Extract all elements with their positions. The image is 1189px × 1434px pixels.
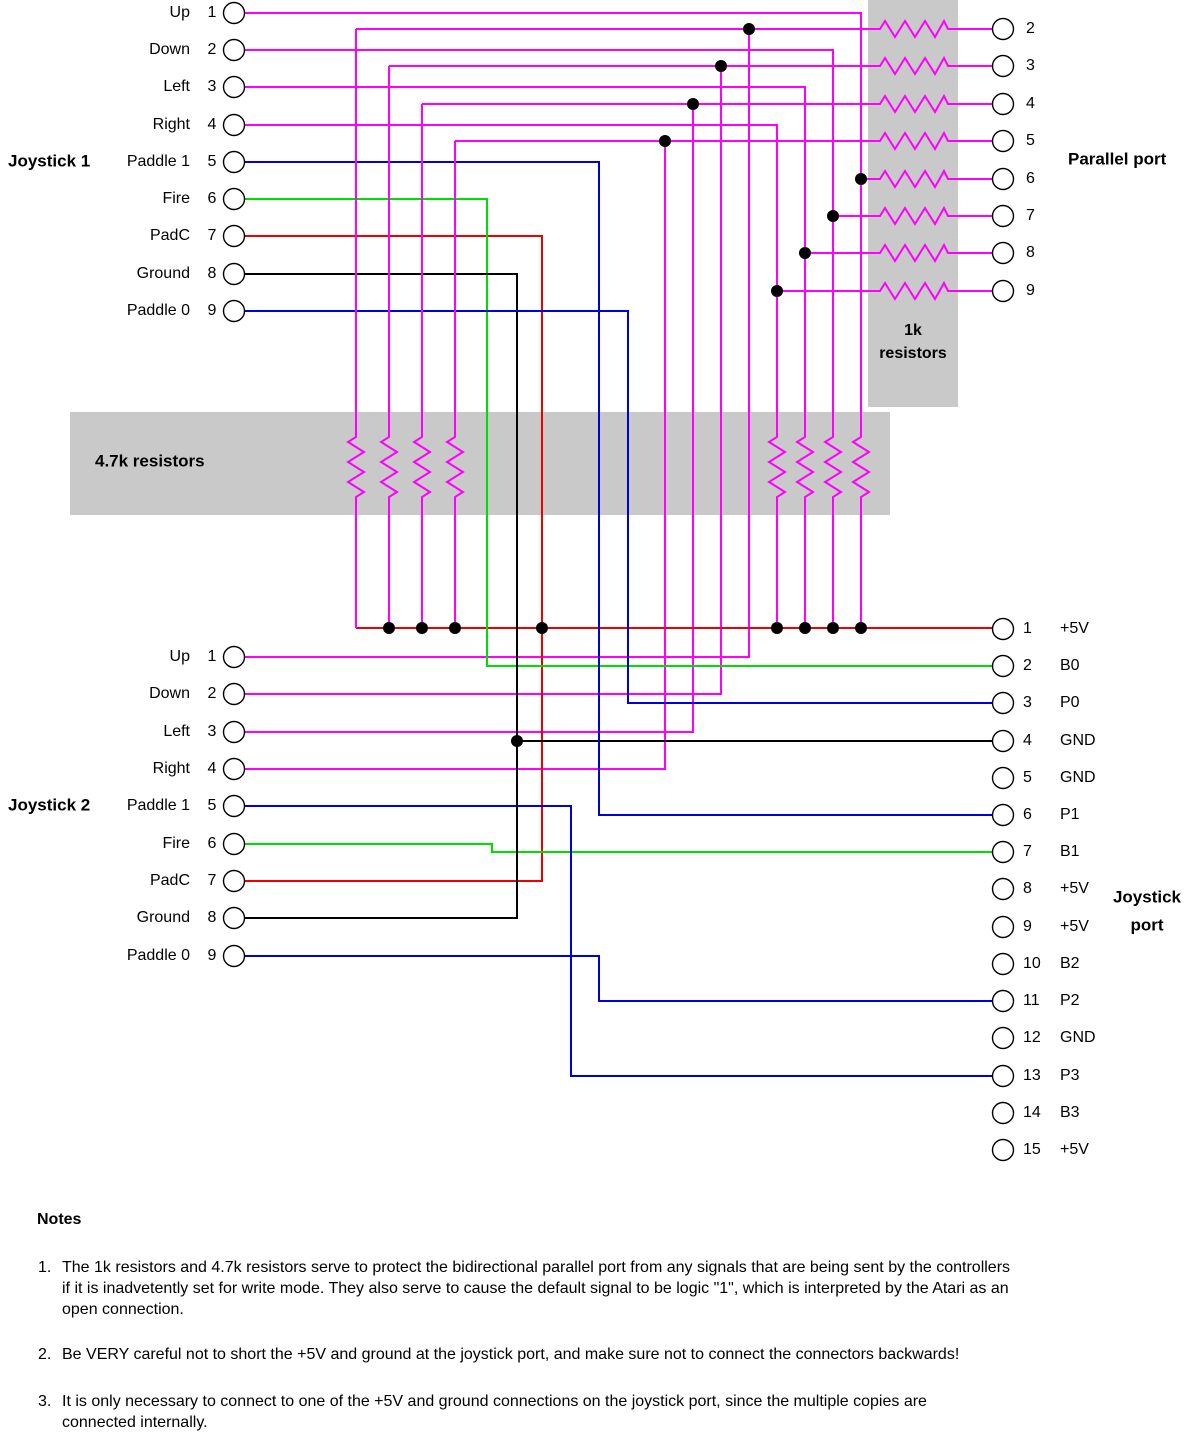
resistor-4k7 (447, 141, 463, 628)
joystick-port-pin-signal: GND (1060, 1029, 1096, 1047)
junction-dot (855, 622, 867, 634)
joystick2-pin-circle (224, 908, 245, 929)
junction-dot (799, 622, 811, 634)
joystick1-pin-number: 1 (207, 4, 217, 22)
joystick1-pin-name: Paddle 0 (126, 302, 190, 320)
parallel-port-pin-number: 2 (1026, 20, 1035, 38)
wire-segment (244, 844, 992, 852)
wire-segment (244, 956, 992, 1001)
joystick2-pin-number: 2 (207, 685, 217, 703)
wire-segment (244, 274, 517, 918)
joystick1-pin-circle (224, 3, 245, 24)
joystick-port-pin-circle (993, 693, 1014, 714)
joystick-port-pin-number: 14 (1023, 1104, 1041, 1122)
joystick2-pin-number: 6 (207, 835, 217, 853)
note-number: 3. (38, 1393, 52, 1410)
joystick-port-pin-signal: GND (1060, 769, 1096, 787)
joystick-port-pin-number: 7 (1023, 843, 1032, 861)
joystick-port-pin-circle (993, 842, 1014, 863)
joystick-port-title-line2: port (1130, 915, 1164, 935)
parallel-port-pin-circle (993, 243, 1014, 264)
joystick-port-pin-number: 11 (1023, 992, 1040, 1010)
joystick-port-pin-signal: +5V (1060, 1141, 1089, 1159)
joystick2-pin-name: Paddle 0 (126, 947, 190, 965)
junction-dot (715, 60, 727, 72)
parallel-port-pin-number: 6 (1026, 170, 1035, 188)
joystick-port-pin-circle (993, 731, 1014, 752)
note-text-line: connected internally. (62, 1414, 208, 1431)
joystick1-title: Joystick 1 (8, 151, 91, 171)
joystick1-pin-circle (224, 189, 245, 210)
joystick1-pin-circle (224, 226, 245, 247)
joystick-port-pin-signal: +5V (1060, 880, 1089, 898)
joystick-port-pin-number: 4 (1023, 732, 1032, 750)
joystick1-pin-number: 8 (207, 265, 217, 283)
joystick-port-pin-number: 12 (1023, 1029, 1041, 1047)
joystick1-pin-number: 5 (207, 153, 217, 171)
note-text-line: if it is inadvetently set for write mode. They also serve to cause the default signal to be logic "1", which is interpreted by the Atari as an (62, 1280, 1009, 1297)
junction-dot (536, 622, 548, 634)
joystick1-pin-name: Right (152, 116, 190, 134)
parallel-port-pin-number: 3 (1026, 57, 1035, 75)
joystick1-pin-circle (224, 301, 245, 322)
joystick-port-pin-circle (993, 1066, 1014, 1087)
joystick1-pin-circle (224, 152, 245, 173)
junction-dot (687, 98, 699, 110)
joystick2-pin-circle (224, 834, 245, 855)
joystick-port-pin-number: 10 (1023, 955, 1041, 973)
junction-dot (799, 247, 811, 259)
joystick-port-pin-number: 13 (1023, 1067, 1041, 1085)
joystick-port-pin-circle (993, 991, 1014, 1012)
junction-dot (511, 735, 523, 747)
parallel-port-pin-number: 4 (1026, 95, 1035, 113)
joystick2-pin-number: 4 (207, 760, 217, 778)
joystick-port-pin-number: 9 (1023, 918, 1032, 936)
note-number: 2. (38, 1346, 52, 1363)
joystick2-pin-name: PadC (149, 872, 190, 890)
note-text-line: open connection. (62, 1301, 184, 1318)
joystick1-pin-name: Ground (136, 265, 190, 283)
joystick-port-pin-signal: B1 (1060, 843, 1080, 861)
wire-segment (244, 125, 872, 291)
joystick-port-pin-number: 6 (1023, 806, 1032, 824)
junction-dot (449, 622, 461, 634)
joystick1-pin-circle (224, 40, 245, 61)
joystick2-pin-circle (224, 647, 245, 668)
junction-dot (416, 622, 428, 634)
joystick1-pin-name: Fire (162, 190, 190, 208)
joystick-port-pin-signal: B3 (1060, 1104, 1080, 1122)
junction-dot (743, 23, 755, 35)
joystick1-pin-name: PadC (149, 227, 190, 245)
parallel-port-title: Parallel port (1068, 149, 1167, 169)
parallel-port-pin-circle (993, 206, 1014, 227)
joystick-port-pin-signal: P1 (1060, 806, 1080, 824)
joystick2-pin-name: Ground (136, 909, 190, 927)
joystick2-pin-circle (224, 684, 245, 705)
parallel-port-pin-circle (993, 169, 1014, 190)
joystick-port-pin-number: 5 (1023, 769, 1032, 787)
parallel-port-pin-circle (993, 56, 1014, 77)
resistor-4k7 (414, 104, 430, 628)
joystick-port-pin-signal: +5V (1060, 620, 1089, 638)
joystick-port-pin-circle (993, 1103, 1014, 1124)
resistors-1k-label-line2: resistors (879, 345, 947, 363)
joystick-port-pin-number: 1 (1023, 620, 1032, 638)
parallel-port-pin-circle (993, 94, 1014, 115)
joystick2-pin-name: Fire (162, 835, 190, 853)
joystick-port-pin-signal: P0 (1060, 694, 1080, 712)
wire-segment (244, 806, 992, 1076)
note-number: 1. (38, 1259, 52, 1276)
note-text-line: It is only necessary to connect to one of the +5V and ground connections on the joystick port, since the multiple copies are (62, 1393, 927, 1410)
joystick-port-pin-signal: P3 (1060, 1067, 1080, 1085)
junction-dot (383, 622, 395, 634)
junction-dot (659, 135, 671, 147)
joystick2-pin-circle (224, 946, 245, 967)
joystick1-pin-number: 4 (207, 116, 217, 134)
joystick2-pin-name: Right (152, 760, 190, 778)
joystick-port-pin-number: 8 (1023, 880, 1032, 898)
joystick2-pin-circle (224, 759, 245, 780)
joystick-port-pin-signal: GND (1060, 732, 1096, 750)
resistor-4k7 (853, 179, 869, 628)
joystick1-pin-name: Up (169, 4, 190, 22)
joystick2-pin-number: 1 (207, 648, 217, 666)
joystick-port-pin-circle (993, 1028, 1014, 1049)
resistor-4k7 (348, 29, 364, 628)
joystick-port-pin-number: 15 (1023, 1141, 1041, 1159)
joystick2-pin-circle (224, 722, 245, 743)
joystick1-pin-number: 7 (207, 227, 217, 245)
joystick1-pin-circle (224, 77, 245, 98)
joystick2-pin-circle (224, 871, 245, 892)
joystick1-pin-name: Paddle 1 (126, 153, 190, 171)
notes-heading: Notes (37, 1211, 82, 1229)
joystick-port-pin-circle (993, 619, 1014, 640)
joystick-port-pin-signal: B0 (1060, 657, 1080, 675)
joystick2-pin-circle (224, 796, 245, 817)
joystick1-pin-number: 3 (207, 78, 217, 96)
note-text-line: Be VERY careful not to short the +5V and ground at the joystick port, and make sure not to connect the connectors backwards! (62, 1346, 960, 1363)
parallel-port-pin-number: 9 (1026, 282, 1035, 300)
joystick-port-pin-signal: B2 (1060, 955, 1080, 973)
joystick2-title: Joystick 2 (8, 795, 91, 815)
joystick2-pin-name: Up (169, 648, 190, 666)
joystick-port-pin-number: 3 (1023, 694, 1032, 712)
junction-dot (855, 173, 867, 185)
joystick2-pin-number: 3 (207, 723, 217, 741)
joystick1-pin-circle (224, 115, 245, 136)
resistors-1k-label-line1: 1k (904, 322, 922, 340)
joystick1-pin-circle (224, 264, 245, 285)
joystick-port-pin-signal: +5V (1060, 918, 1089, 936)
joystick2-pin-name: Down (149, 685, 190, 703)
wire-segment (244, 236, 542, 881)
joystick-port-pin-circle (993, 768, 1014, 789)
parallel-port-pin-number: 5 (1026, 132, 1035, 150)
junction-dot (827, 622, 839, 634)
joystick1-pin-name: Left (163, 78, 190, 96)
parallel-port-pin-circle (993, 131, 1014, 152)
junction-dot (771, 285, 783, 297)
joystick2-pin-number: 9 (207, 947, 217, 965)
joystick-port-pin-circle (993, 656, 1014, 677)
joystick2-pin-number: 7 (207, 872, 217, 890)
joystick-port-pin-circle (993, 879, 1014, 900)
joystick2-pin-name: Left (163, 723, 190, 741)
joystick-port-pin-circle (993, 954, 1014, 975)
parallel-port-pin-number: 7 (1026, 207, 1035, 225)
junction-dot (827, 210, 839, 222)
parallel-port-pin-circle (993, 281, 1014, 302)
joystick1-pin-number: 6 (207, 190, 217, 208)
joystick-port-pin-circle (993, 805, 1014, 826)
parallel-port-pin-circle (993, 19, 1014, 40)
joystick1-pin-number: 2 (207, 41, 217, 59)
joystick-port-pin-number: 2 (1023, 657, 1032, 675)
joystick2-pin-name: Paddle 1 (126, 797, 190, 815)
resistors-4k7-label: 4.7k resistors (95, 451, 205, 471)
joystick2-pin-number: 5 (207, 797, 217, 815)
joystick-port-pin-circle (993, 917, 1014, 938)
joystick2-pin-number: 8 (207, 909, 217, 927)
joystick-port-title-line1: Joystick (1112, 887, 1182, 907)
note-text-line: The 1k resistors and 4.7k resistors serve to protect the bidirectional parallel port from any signals that are being sent by the controllers (62, 1259, 1011, 1276)
joystick-port-pin-circle (993, 1140, 1014, 1161)
wire-segment (244, 66, 721, 694)
junction-dot (771, 622, 783, 634)
parallel-port-pin-number: 8 (1026, 244, 1035, 262)
resistor-4k7 (381, 66, 397, 628)
joystick1-pin-name: Down (149, 41, 190, 59)
wire-segment (244, 29, 749, 657)
joystick1-pin-number: 9 (207, 302, 217, 320)
joystick-port-pin-signal: P2 (1060, 992, 1080, 1010)
